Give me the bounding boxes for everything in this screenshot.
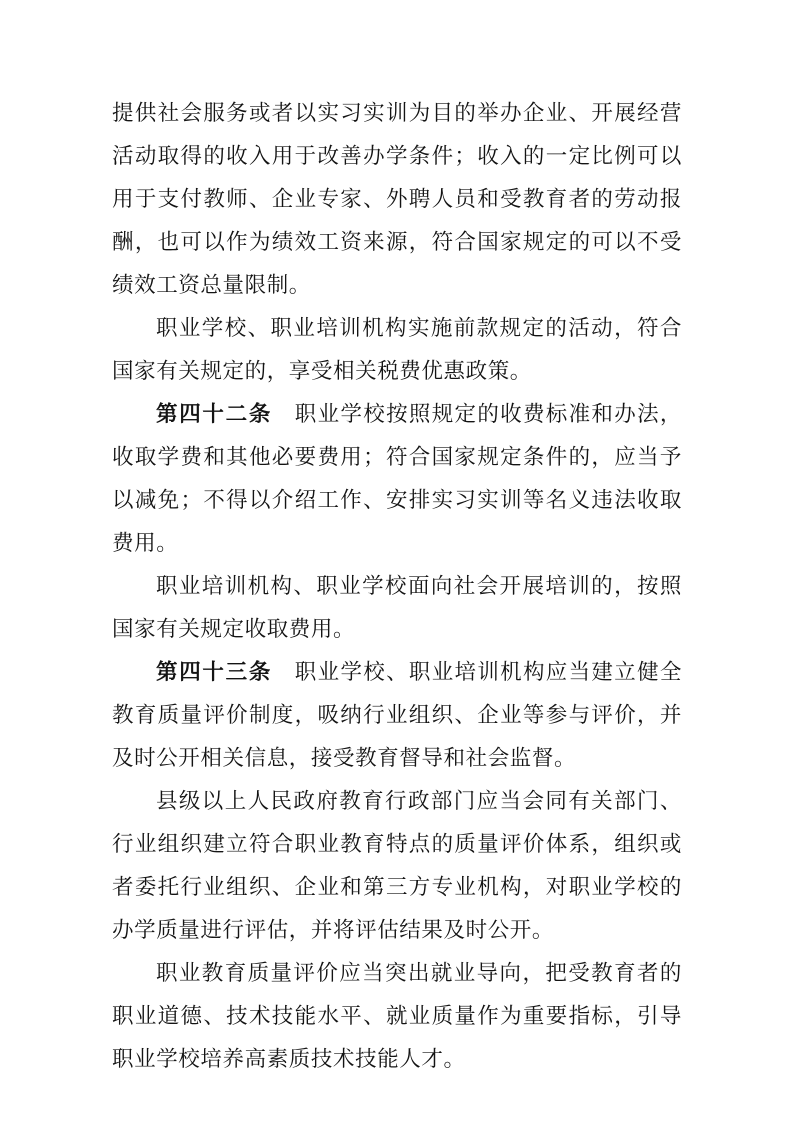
paragraph-text: 职业学校按照规定的收费标准和办法，收取学费和其他必要费用；符合国家规定条件的，应当予以减免；不得以介绍工作、安排实习实训等名义违法收取费用。 (112, 402, 682, 556)
paragraph-1 (112, 92, 682, 307)
paragraph-5 (112, 651, 682, 780)
paragraph-3 (112, 393, 682, 565)
paragraph-2 (112, 307, 682, 393)
paragraph-4 (112, 565, 682, 651)
paragraph-text: 县级以上人民政府教育行政部门应当会同有关部门、行业组织建立符合职业教育特点的质量评价体系，组织或者委托行业组织、企业和第三方专业机构，对职业学校的办学质量进行评估，并将评估结果及时公开。 (112, 789, 682, 943)
paragraph-7 (112, 952, 682, 1081)
paragraph-text: 职业学校、职业培训机构应当建立健全教育质量评价制度，吸纳行业组织、企业等参与评价，并及时公开相关信息，接受教育督导和社会监督。 (112, 660, 682, 771)
article-label-43: 第四十三条 (156, 660, 273, 685)
paragraph-text: 提供社会服务或者以实习实训为目的举办企业、开展经营活动取得的收入用于改善办学条件；收入的一定比例可以用于支付教师、企业专家、外聘人员和受教育者的劳动报酬，也可以作为绩效工资来源，符合国家规定的可以不受绩效工资总量限制。 (112, 101, 682, 298)
paragraph-text: 职业学校、职业培训机构实施前款规定的活动，符合国家有关规定的，享受相关税费优惠政策。 (112, 316, 682, 384)
paragraph-6 (112, 780, 682, 952)
document-body (112, 92, 682, 1081)
article-label-42: 第四十二条 (156, 402, 273, 427)
paragraph-text: 职业教育质量评价应当突出就业导向，把受教育者的职业道德、技术技能水平、就业质量作为重要指标，引导职业学校培养高素质技术技能人才。 (112, 961, 682, 1072)
paragraph-text: 职业培训机构、职业学校面向社会开展培训的，按照国家有关规定收取费用。 (112, 574, 682, 642)
